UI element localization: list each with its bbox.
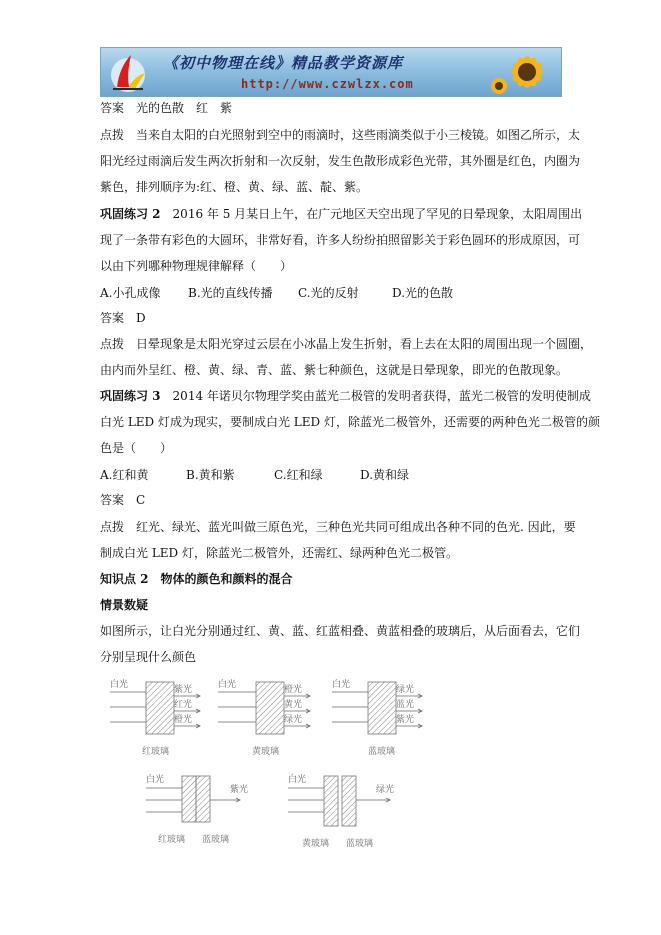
diagram-red-blue-glass bbox=[146, 773, 248, 845]
d3-caption: 蓝玻璃 bbox=[368, 747, 396, 757]
diagram-yellow-blue-glass bbox=[288, 773, 394, 849]
red-glass-plate bbox=[146, 682, 174, 734]
tip-2-line-1: 点拨 日晕现象是太阳光穿过云层在小冰晶上发生折射，看上去在太阳的周围出现一个圆圈， bbox=[100, 337, 593, 351]
exercise-3-option-c: C.红和绿 bbox=[274, 468, 323, 482]
d4-caption-1: 红玻璃 bbox=[158, 835, 186, 845]
banner-url: http://www.czwlzx.com bbox=[241, 77, 414, 91]
d1-caption: 红玻璃 bbox=[142, 747, 170, 757]
exercise-3-option-b: B.黄和紫 bbox=[186, 468, 235, 482]
diagram-yellow-glass bbox=[218, 678, 310, 757]
site-logo-icon bbox=[107, 51, 149, 95]
d5-white-light-label: 白光 bbox=[288, 775, 307, 785]
d5-output: 绿光 bbox=[376, 785, 395, 795]
d1-output-1: 紫光 bbox=[174, 685, 193, 695]
exercise-2-label: 巩固练习 2 bbox=[100, 207, 161, 221]
exercise-2-text: 2016 年 5 月某日上午，在广元地区天空出现了罕见的日晕现象，太阳周围出 bbox=[172, 207, 583, 221]
answer-3: 答案 C bbox=[100, 493, 146, 507]
exercise-2-option-c: C.光的反射 bbox=[298, 286, 359, 300]
answer-2: 答案 D bbox=[100, 311, 146, 325]
tip-1-line-2: 阳光经过雨滴后发生两次折射和一次反射，发生色散形成彩色光带，其外圈是红色，内圈为 bbox=[100, 154, 581, 168]
d2-output-1: 橙光 bbox=[284, 685, 303, 695]
d4-white-light-label: 白光 bbox=[146, 775, 165, 785]
subsection-heading: 情景数疑 bbox=[100, 598, 149, 612]
d2-output-3: 绿光 bbox=[284, 715, 303, 725]
exercise-3-text: 2014 年诺贝尔物理学奖由蓝光二极管的发明者获得，蓝光二极管的发明使制成 bbox=[172, 389, 591, 403]
exercise-3-line-3: 色是（ ） bbox=[100, 441, 173, 455]
d1-white-light-label: 白光 bbox=[110, 680, 129, 690]
d2-white-light-label: 白光 bbox=[218, 680, 237, 690]
blue-glass-plate-stacked-2 bbox=[342, 776, 356, 826]
yellow-glass-plate bbox=[256, 682, 284, 734]
tip-3-line-1: 点拨 红光、绿光、蓝光叫做三原色光，三种色光共同可组成出各种不同的色光. 因此，要 bbox=[100, 520, 576, 534]
tip-3-line-2: 制成白光 LED 灯，除蓝光二极管外，还需红、绿两种色光二极管。 bbox=[100, 546, 458, 560]
d1-output-3: 橙光 bbox=[174, 715, 193, 725]
section-heading: 知识点 2 物体的颜色和颜料的混合 bbox=[100, 572, 293, 586]
intro-line-2: 分别呈现什么颜色 bbox=[100, 650, 197, 664]
exercise-3-line-2: 白光 LED 灯成为现实，要制成白光 LED 灯，除蓝光二极管外，还需要的两种色光二极管的颜 bbox=[100, 415, 600, 429]
d4-caption-2: 蓝玻璃 bbox=[202, 835, 230, 845]
tip-1-line-1: 点拨 当来自太阳的白光照射到空中的雨滴时，这些雨滴类似于小三棱镜。如图乙所示，太 bbox=[100, 128, 581, 142]
d3-white-light-label: 白光 bbox=[332, 680, 351, 690]
d4-output: 紫光 bbox=[230, 785, 249, 795]
tip-1-line-3: 紫色，排列顺序为:红、橙、黄、绿、蓝、靛、紫。 bbox=[100, 180, 369, 194]
banner-title: 《初中物理在线》精品教学资源库 bbox=[163, 54, 404, 72]
sunflower-icon bbox=[489, 47, 559, 97]
blue-glass-plate-stacked bbox=[196, 776, 210, 822]
answer-1: 答案 光的色散 红 紫 bbox=[100, 101, 233, 115]
exercise-3-option-d: D.黄和绿 bbox=[360, 468, 410, 482]
blue-glass-plate bbox=[368, 682, 396, 734]
d2-caption: 黄玻璃 bbox=[252, 747, 280, 757]
exercise-2-option-d: D.光的色散 bbox=[392, 286, 454, 300]
d3-output-3: 紫光 bbox=[396, 715, 415, 725]
diagram-red-glass bbox=[110, 678, 200, 757]
red-glass-plate-stacked bbox=[182, 776, 196, 822]
d3-output-1: 绿光 bbox=[396, 685, 415, 695]
exercise-2-option-b: B.光的直线传播 bbox=[188, 286, 273, 300]
header-banner bbox=[100, 47, 562, 97]
glass-filter-figure bbox=[100, 672, 562, 867]
d2-output-2: 黄光 bbox=[284, 700, 303, 710]
exercise-2-option-a: A.小孔成像 bbox=[100, 286, 161, 300]
exercise-3-line-1 bbox=[100, 388, 591, 404]
exercise-2-line-3: 以由下列哪种物理规律解释（ ） bbox=[100, 259, 293, 273]
d5-caption-1: 黄玻璃 bbox=[302, 839, 330, 849]
yellow-glass-plate-stacked bbox=[324, 776, 338, 826]
d1-output-2: 红光 bbox=[174, 700, 193, 710]
exercise-2-line-1 bbox=[100, 206, 582, 222]
exercise-3-label: 巩固练习 3 bbox=[100, 389, 161, 403]
intro-line-1: 如图所示，让白光分别通过红、黄、蓝、红蓝相叠、黄蓝相叠的玻璃后，从后面看去，它们 bbox=[100, 624, 581, 638]
diagram-blue-glass bbox=[332, 678, 422, 757]
exercise-2-line-2: 现了一条带有彩色的大圆环，非常好看，许多人纷纷拍照留影关于彩色圆环的形成原因，可 bbox=[100, 233, 581, 247]
d5-caption-2: 蓝玻璃 bbox=[346, 839, 374, 849]
exercise-3-option-a: A.红和黄 bbox=[100, 468, 149, 482]
d3-output-2: 蓝光 bbox=[396, 700, 415, 710]
tip-2-line-2: 由内而外呈红、橙、黄、绿、青、蓝、紫七种颜色，这就是日晕现象，即光的色散现象。 bbox=[100, 363, 569, 377]
